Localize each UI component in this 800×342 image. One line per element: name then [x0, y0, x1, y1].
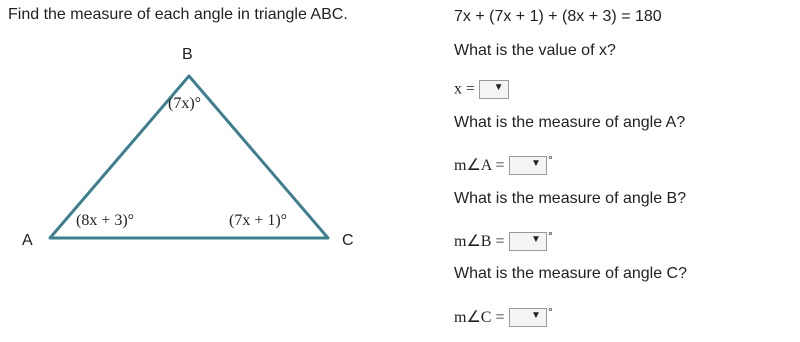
angle-c-dropdown[interactable]: [509, 308, 547, 327]
angle-c-label: (7x + 1)°: [229, 212, 288, 229]
answer-row-c: [454, 307, 553, 327]
answer-row-x: [454, 80, 509, 99]
caret-down-icon: ▼: [493, 82, 504, 93]
equation: 7x + (7x + 1) + (8x + 3) = 180: [454, 8, 662, 25]
problem-prompt: Find the measure of each angle in triangle ABC.: [8, 6, 348, 23]
question-angle-c: What is the measure of angle C?: [454, 265, 688, 282]
angle-a-answer-label: m∠A =: [454, 157, 505, 174]
answer-row-a: [454, 155, 553, 175]
degree-unit: °: [547, 153, 553, 167]
question-angle-a: What is the measure of angle A?: [454, 114, 686, 131]
caret-down-icon: ▼: [531, 158, 541, 170]
degree-unit: °: [547, 229, 553, 243]
vertex-c-label: C: [342, 232, 354, 249]
angle-c-answer-label: m∠C =: [454, 309, 505, 326]
caret-down-icon: ▼: [531, 310, 541, 322]
angle-b-answer-label: m∠B =: [454, 233, 505, 250]
angle-a-label: (8x + 3)°: [76, 212, 135, 229]
angle-b-dropdown[interactable]: [509, 232, 547, 251]
question-angle-b: What is the measure of angle B?: [454, 190, 687, 207]
vertex-b-label: B: [182, 46, 193, 63]
question-x: What is the value of x?: [454, 42, 616, 59]
x-dropdown[interactable]: [479, 80, 509, 99]
answer-row-b: [454, 231, 553, 251]
vertex-a-label: A: [22, 232, 33, 249]
x-label: x =: [454, 80, 476, 98]
angle-b-label: (7x)°: [168, 95, 202, 112]
angle-a-dropdown[interactable]: [509, 156, 547, 175]
degree-unit: °: [547, 305, 553, 319]
caret-down-icon: ▼: [531, 234, 541, 246]
question-panel: [454, 0, 800, 342]
